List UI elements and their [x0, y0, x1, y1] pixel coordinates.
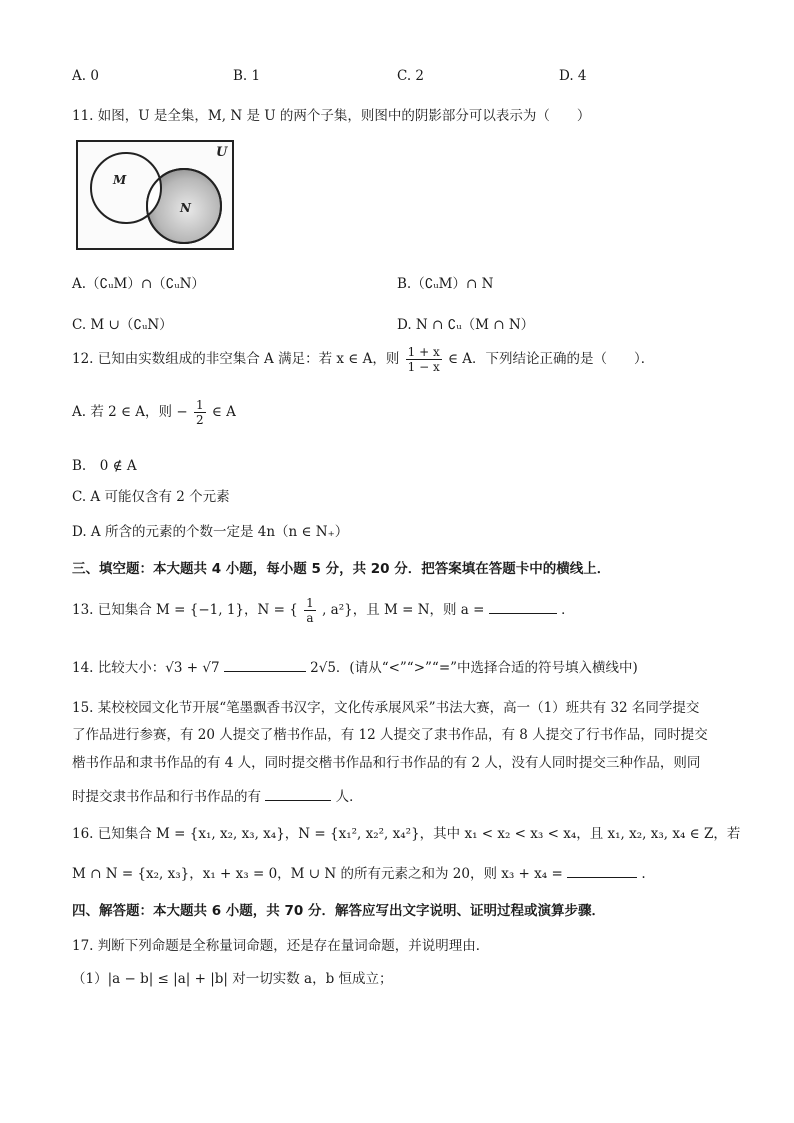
q15-line-4 — [72, 785, 363, 805]
q12-option-a — [72, 398, 236, 427]
q13-pre: 13. 已知集合 M = {−1, 1}，N = { — [72, 602, 298, 618]
q12-opt-a-num: 1 — [195, 398, 204, 412]
q13 — [72, 596, 575, 625]
q10-option-d: D. 4 — [559, 68, 587, 84]
section-3-heading: 三、填空题：本大题共 4 小题，每小题 5 分，共 20 分．把答案填在答题卡中的横线上． — [72, 561, 611, 577]
q13-post: ． — [561, 602, 575, 618]
q10-option-c: C. 2 — [397, 68, 425, 84]
q14-answer-blank[interactable] — [224, 671, 306, 672]
q15-line-4-pre: 时提交隶书作品和行书作品的有 — [72, 789, 261, 805]
q12-opt-a-post: ∈ A — [211, 404, 236, 420]
q14-pre: 14. 比较大小：√3 + √7 — [72, 660, 220, 676]
q11-option-a: A.（∁ᵤM）∩（∁ᵤN） — [72, 276, 205, 292]
q13-fraction — [304, 596, 316, 625]
q11-stem: 11. 如图，U 是全集，M, N 是 U 的两个子集，则图中的阴影部分可以表示为（ ） — [72, 108, 591, 124]
q14-post: 2√5．(请从“<”“>”“=”中选择合适的符号填入横线中) — [310, 660, 638, 676]
q16-line-2-pre: M ∩ N = {x₂, x₃}，x₁ + x₃ = 0，M ∪ N 的所有元素之和为 20，则 x₃ + x₄ = — [72, 866, 563, 882]
q15-answer-blank[interactable] — [265, 800, 331, 801]
q13-answer-blank[interactable] — [489, 613, 557, 614]
q12-option-c: C. A 可能仅含有 2 个元素 — [72, 489, 230, 505]
q17-part-1: （1）|a − b| ≤ |a| + |b| 对一切实数 a，b 恒成立； — [72, 971, 393, 987]
venn-diagram — [76, 140, 234, 250]
q13-frac-num: 1 — [306, 596, 314, 610]
q16-line-2 — [72, 862, 646, 882]
q12-frac-num: 1 + x — [407, 345, 440, 359]
q12-option-d: D. A 所含的元素的个数一定是 4n（n ∈ N₊） — [72, 524, 349, 540]
label-m: M — [113, 173, 127, 187]
q15-line-4-post: 人． — [335, 789, 363, 805]
q10-option-a: A. 0 — [72, 68, 99, 84]
q12-stem — [72, 345, 654, 374]
q15-line-2: 了作品进行参赛，有 20 人提交了楷书作品，有 12 人提交了隶书作品，有 8 人提交了行书作品，同时提交 — [72, 727, 708, 743]
q11-option-b: B.（∁ᵤM）∩ N — [397, 276, 494, 292]
section-4-heading: 四、解答题：本大题共 6 小题，共 70 分．解答应写出文字说明、证明过程或演算步骤． — [72, 903, 605, 919]
q16-line-1: 16. 已知集合 M = {x₁, x₂, x₃, x₄}，N = {x₁², x₂², x₄²}，其中 x₁ < x₂ < x₃ < x₄，且 x₁, x₂, x₃, x₄ ∈ Z，若 — [72, 826, 741, 842]
q15-line-1: 15. 某校校园文化节开展“笔墨飘香书汉字，文化传承展风采”书法大赛，高一（1）班共有 32 名同学提交 — [72, 700, 700, 716]
q12-opt-a-fraction — [194, 398, 206, 427]
q12-option-b: B. 0 ∉ A — [72, 458, 137, 474]
q12-frac-den: 1 − x — [407, 360, 440, 374]
q16-answer-blank[interactable] — [567, 877, 637, 878]
q13-frac-den: a — [306, 611, 314, 625]
q14 — [72, 656, 638, 676]
q13-mid: , a²}，且 M = N，则 a = — [322, 602, 485, 618]
q12-opt-a-den: 2 — [195, 413, 204, 427]
label-n: N — [180, 201, 191, 215]
q12-stem-post: ∈ A．下列结论正确的是（ ）． — [448, 351, 655, 367]
q11-option-c: C. M ∪（∁ᵤN） — [72, 317, 173, 333]
q10-option-b: B. 1 — [233, 68, 261, 84]
q12-fraction — [406, 345, 442, 374]
q15-line-3: 楷书作品和隶书作品的有 4 人，同时提交楷书作品和行书作品的有 2 人，没有人同时提交三种作品，则同 — [72, 755, 701, 771]
q12-opt-a-pre: A. 若 2 ∈ A，则 − — [72, 404, 188, 420]
q17-stem: 17. 判断下列命题是全称量词命题，还是存在量词命题，并说明理由． — [72, 938, 490, 954]
q16-line-2-post: . — [641, 866, 646, 882]
q12-stem-pre: 12. 已知由实数组成的非空集合 A 满足：若 x ∈ A，则 — [72, 351, 400, 367]
label-u: U — [216, 145, 228, 160]
q11-option-d: D. N ∩ ∁ᵤ（M ∩ N） — [397, 317, 535, 333]
